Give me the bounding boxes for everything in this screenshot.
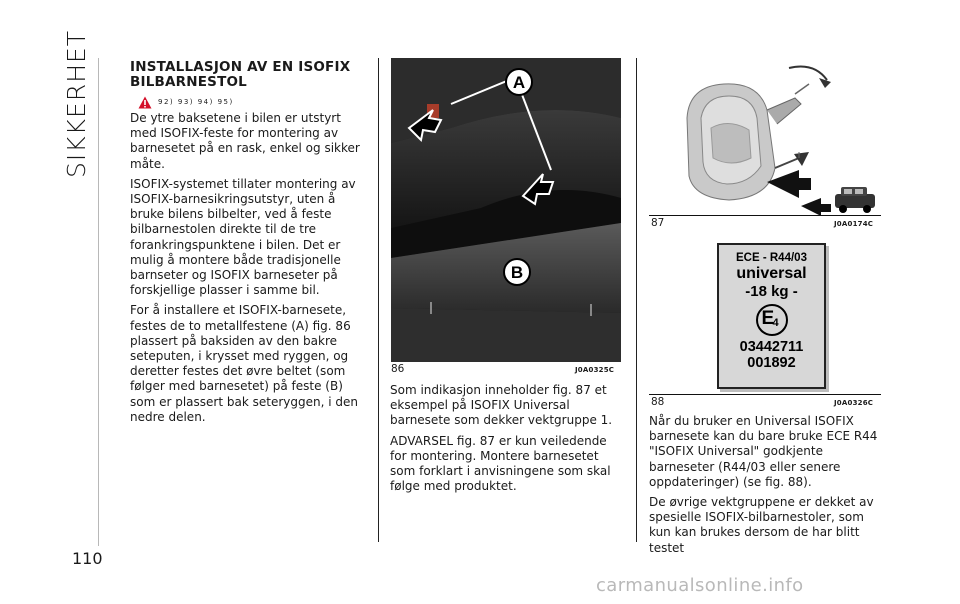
paragraph: Når du bruker en Universal ISOFIX barnesete kan du bare bruke ECE R44 "ISOFIX Universal" godkjente barneseter (R44/03 eller senere oppdateringer) (se fig. 88). (649, 414, 878, 489)
paragraph: For å installere et ISOFIX-barnesete, festes de to metallfestene (A) fig. 86 plassert på baksiden av den bakre seteputen, i krysset med ryggen, og deretter festes det øvre beltet (som følger med barnesetet) på feste (B) som er plassert bak seteryggen, i den nedre delen. (130, 303, 358, 424)
paragraph: ADVARSEL fig. 87 er kun veiledende for montering. Montere barnesetet som forklart i anvisningene som skal følge med produktet. (390, 433, 611, 494)
paragraph: De øvrige vektgruppene er dekket av spesielle ISOFIX-bilbarnestoler, som kun kan brukes dersom de har blitt testet (649, 495, 874, 555)
figure-87-number: 87 (651, 217, 665, 229)
figure-86-number: 86 (391, 363, 405, 375)
heading-line-1: INSTALLASJON AV EN ISOFIX (130, 59, 351, 75)
label-universal: universal (736, 265, 807, 282)
paragraph: Som indikasjon inneholder fig. 87 et eksempel på ISOFIX Universal barnesete som dekker vektgruppe 1. (390, 383, 613, 428)
fig86-label-b: B (510, 263, 524, 282)
figure-87-rule (649, 215, 881, 216)
paragraph: ISOFIX-systemet tillater montering av ISOFIX-barnesikringsutstyr, uten å bruke bilens bilbelter, ved å feste bilbarnestolen direkte til de tre forankringspunktene i bilen. Det er mulig å montere både tradisjonelle barnseter og ISOFIX barneseter på forskjellige plasser i samme bil. (130, 176, 356, 298)
column-3-text (649, 414, 881, 561)
label-serial-number: 001892 (747, 355, 796, 371)
margin-divider (98, 58, 99, 546)
section-title: SIKKERHET (62, 29, 91, 178)
column-2-text (390, 383, 622, 499)
figure-87-code: J0A0174C (834, 220, 874, 228)
warning-refs-text: 92) 93) 94) 95) (158, 98, 234, 106)
section-heading (130, 60, 360, 90)
figure-88-code: J0A0326C (834, 399, 874, 407)
warning-triangle-icon (138, 96, 152, 109)
e-mark-circle-icon (756, 304, 788, 336)
column-divider-1 (378, 58, 379, 542)
column-1-text (130, 111, 364, 430)
figure-87-image (649, 58, 881, 215)
warning-references (138, 95, 234, 109)
heading-line-2: BILBARNESTOL (130, 74, 247, 90)
e-mark-letter: E (761, 308, 775, 329)
figure-88-approval-label (717, 243, 826, 389)
label-weight-group: -18 kg - (745, 283, 798, 300)
column-divider-2 (636, 58, 637, 542)
fig86-label-a: A (512, 73, 526, 92)
page-number: 110 (72, 549, 103, 568)
figure-88-number: 88 (651, 396, 665, 408)
e-mark-number: 4 (772, 317, 779, 329)
label-ece-standard: ECE - R44/03 (736, 252, 807, 264)
figure-86-image (391, 58, 621, 362)
figure-88-rule (649, 394, 881, 395)
watermark: carmanualsonline.info (596, 575, 804, 596)
figure-86-code: J0A0325C (575, 366, 615, 374)
paragraph: De ytre baksetene i bilen er utstyrt med ISOFIX-feste for montering av barnesetet på en rask, enkel og sikker måte. (130, 111, 360, 171)
label-approval-number: 03442711 (739, 339, 804, 355)
